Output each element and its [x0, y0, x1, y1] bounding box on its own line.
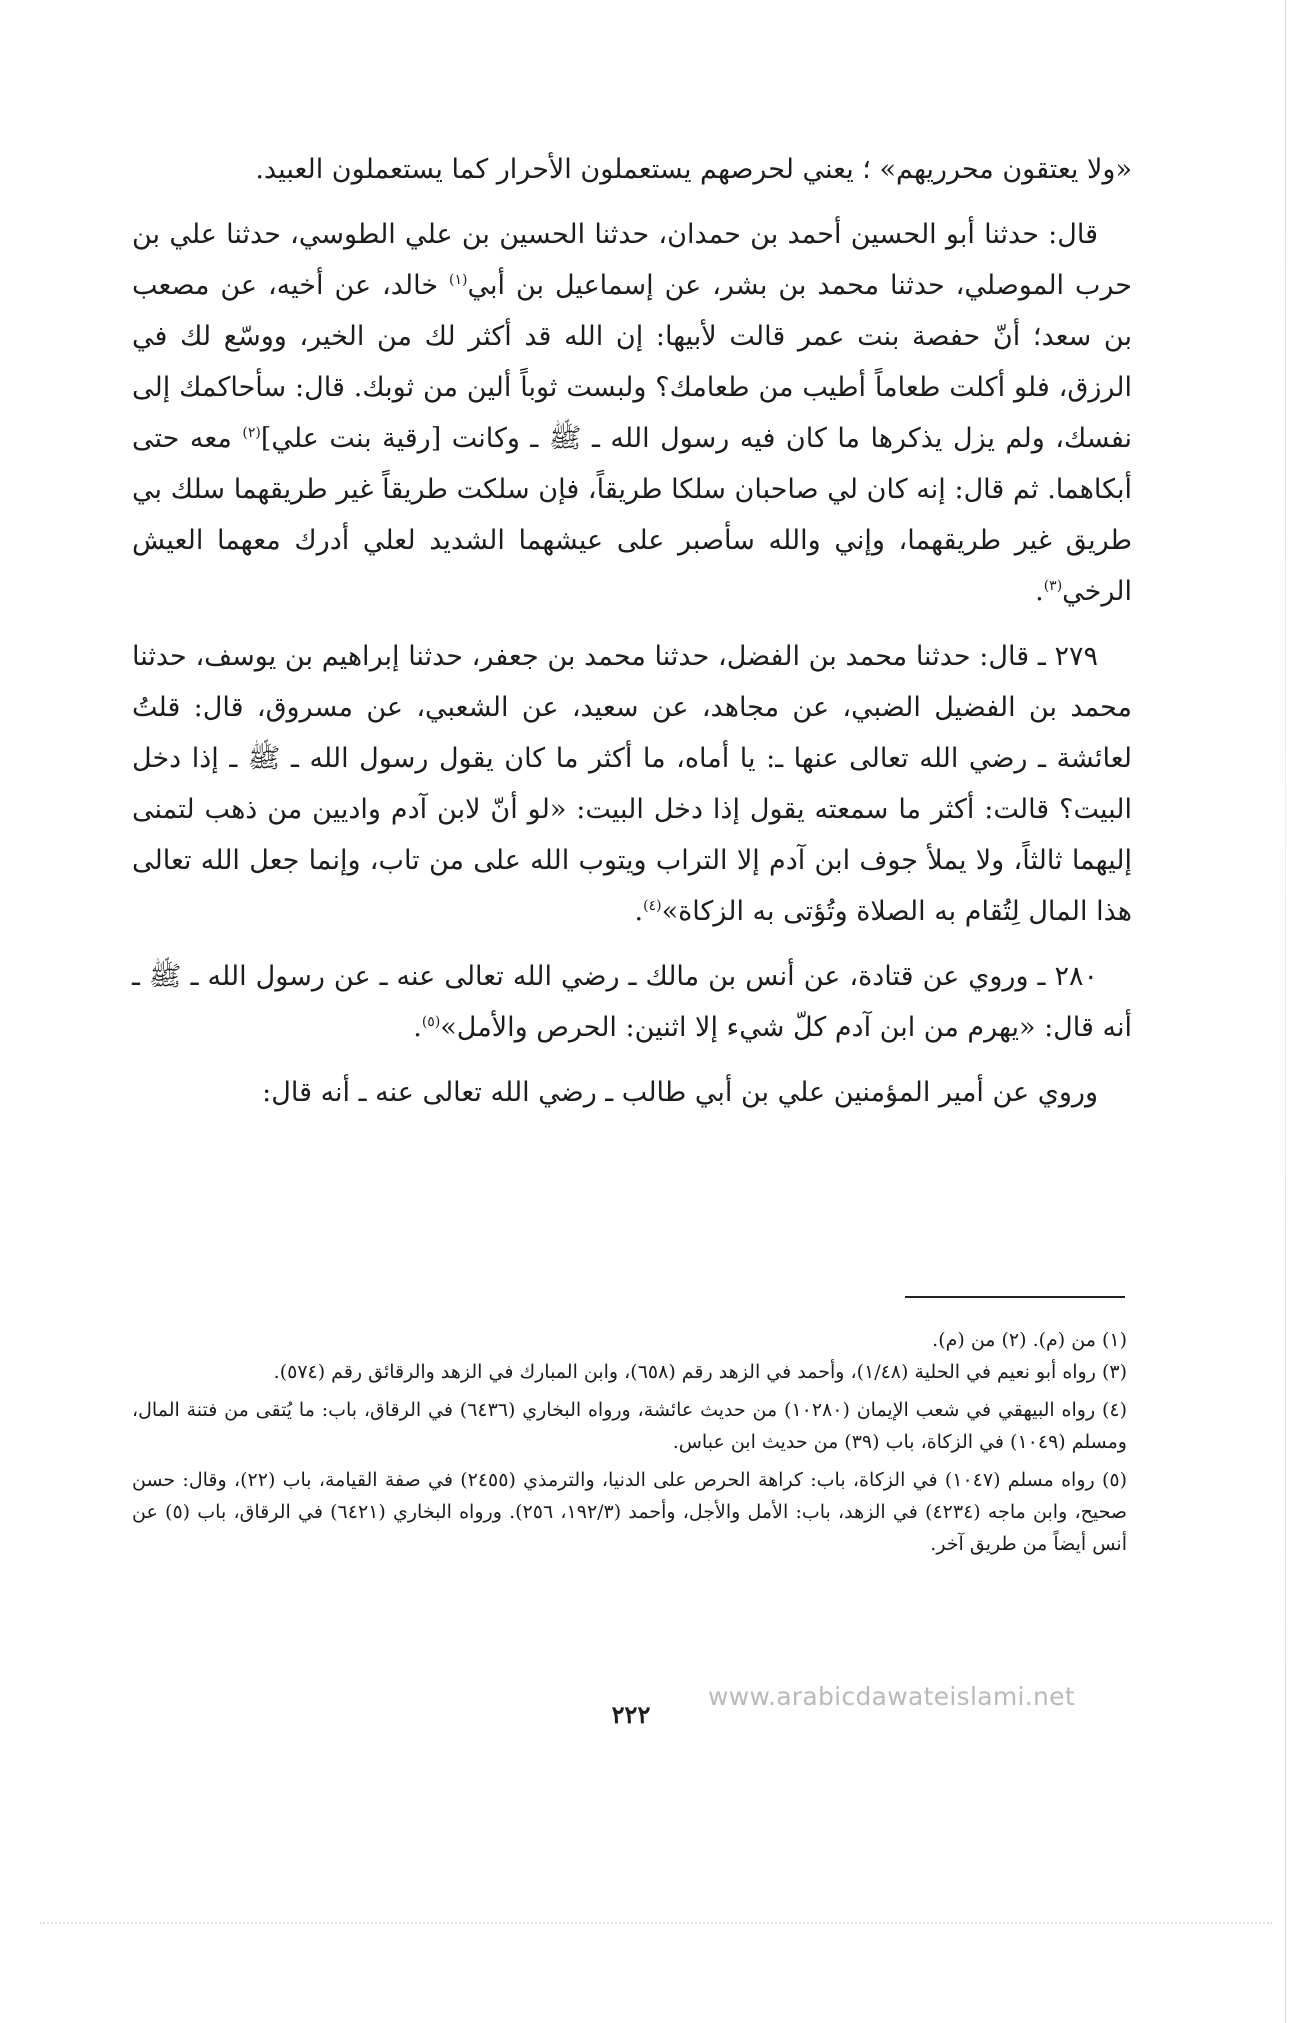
footnote-ref-3[interactable]: (٣)	[1043, 578, 1063, 594]
main-text-body	[132, 144, 1132, 1118]
scan-edge-line	[1285, 0, 1286, 2023]
paragraph-end: .	[413, 1012, 422, 1043]
scan-bottom-edge	[40, 1922, 1272, 1924]
footnote-ref-2[interactable]: (٢)	[242, 425, 261, 441]
paragraph-hadith-279	[132, 631, 1132, 937]
website-watermark: www.arabicdawateislami.net	[708, 1682, 1075, 1711]
footnote-ref-1[interactable]: (١)	[449, 272, 468, 288]
paragraph-text: قال: حدثنا أبو الحسين أحمد بن حمدان، حدثنا الحسين بن علي الطوسي، حدثنا علي بن حرب الموصلي، حدثنا محمد بن بشر، عن إسماعيل بن أبي	[132, 219, 1132, 301]
paragraph-continuation: «ولا يعتقون محرريهم» ؛ يعني لحرصهم يستعملون الأحرار كما يستعملون العبيد.	[255, 154, 1132, 185]
paragraph-ali-narration: وروي عن أمير المؤمنين علي بن أبي طالب ـ رضي الله تعالى عنه ـ أنه قال:	[262, 1077, 1098, 1108]
footnotes-section	[132, 1324, 1127, 1566]
footnote-4: (٤) رواه البيهقي في شعب الإيمان (١٠٢٨٠) من حديث عائشة، ورواه البخاري (٦٤٣٦) في الرقاق، باب: ما يُتقى من فتنة المال، ومسلم (١٠٤٩) في الزكاة، باب (٣٩) من حديث ابن عباس.	[132, 1399, 1127, 1453]
footnote-3: (٣) رواه أبو نعيم في الحلية (١/٤٨)، وأحمد في الزهد رقم (٦٥٨)، وابن المبارك في الزهد والرقائق رقم (٥٧٤).	[273, 1361, 1127, 1383]
paragraph-hafsa-narration	[132, 209, 1132, 617]
page-number: ٢٢٢	[611, 1700, 651, 1729]
paragraph-text: ٢٨٠ ـ وروي عن قتادة، عن أنس بن مالك ـ رضي الله تعالى عنه ـ عن رسول الله ـ ﷺ ـ أنه قال: «يهرم من ابن آدم كلّ شيء إلا اثنين: الحرص والأمل»	[132, 961, 1132, 1043]
paragraph-text: معه حتى أبكاهما. ثم قال: إنه كان لي صاحبان سلكا طريقاً، فإن سلكت طريقاً غير طريقهما سلك بي طريق غير طريقهما، وإني والله سأصبر على عيشهما الشديد لعلي أدرك معهما العيش الرخي	[132, 423, 1132, 607]
paragraph-end: .	[634, 896, 644, 927]
paragraph-text: خالد، عن أخيه، عن مصعب بن سعد؛ أنّ حفصة بنت عمر قالت لأبيها: إن الله قد أكثر لك من الخير، ووسّع لك في الرزق، فلو أكلت طعاماً أطيب من طعامك؟ ولبست ثوباً ألين من ثوبك. قال: سأحاكمك إلى نفسك، ولم يزل يذكرها ما كان فيه رسول الله ـ ﷺ ـ وكانت [رقية بنت علي]	[132, 270, 1132, 454]
footnote-separator	[905, 1296, 1125, 1298]
footnote-ref-4[interactable]: (٤)	[643, 898, 662, 914]
footnote-5: (٥) رواه مسلم (١٠٤٧) في الزكاة، باب: كراهة الحرص على الدنيا، والترمذي (٢٤٥٥) في صفة القيامة، باب (٢٢)، وقال: حسن صحيح، وابن ماجه (٤٢٣٤) في الزهد، باب: الأمل والأجل، وأحمد (١٩٢/٣، ٢٥٦). ورواه البخاري (٦٤٢١) في الرقاق، باب (٥) عن أنس أيضاً من طريق آخر.	[132, 1469, 1127, 1555]
paragraph-end: .	[1035, 576, 1044, 607]
footnote-1-2: (١) من (م). (٢) من (م).	[932, 1329, 1127, 1351]
footnote-ref-5[interactable]: (٥)	[421, 1014, 441, 1030]
paragraph-hadith-280	[132, 951, 1132, 1053]
paragraph-text: ٢٧٩ ـ قال: حدثنا محمد بن الفضل، حدثنا محمد بن جعفر، حدثنا إبراهيم بن يوسف، حدثنا محمد بن الفضيل الضبي، عن مجاهد، عن سعيد، عن الشعبي، عن مسروق، قال: قلتُ لعائشة ـ رضي الله تعالى عنها ـ: يا أماه، ما أكثر ما كان يقول رسول الله ـ ﷺ ـ إذا دخل البيت؟ قالت: أكثر ما سمعته يقول إذا دخل البيت: «لو أنّ لابن آدم واديين من ذهب لتمنى إليهما ثالثاً، ولا يملأ جوف ابن آدم إلا التراب ويتوب الله على من تاب، وإنما جعل الله تعالى هذا المال لِتُقام به الصلاة وتُؤتى به الزكاة»	[132, 641, 1132, 927]
